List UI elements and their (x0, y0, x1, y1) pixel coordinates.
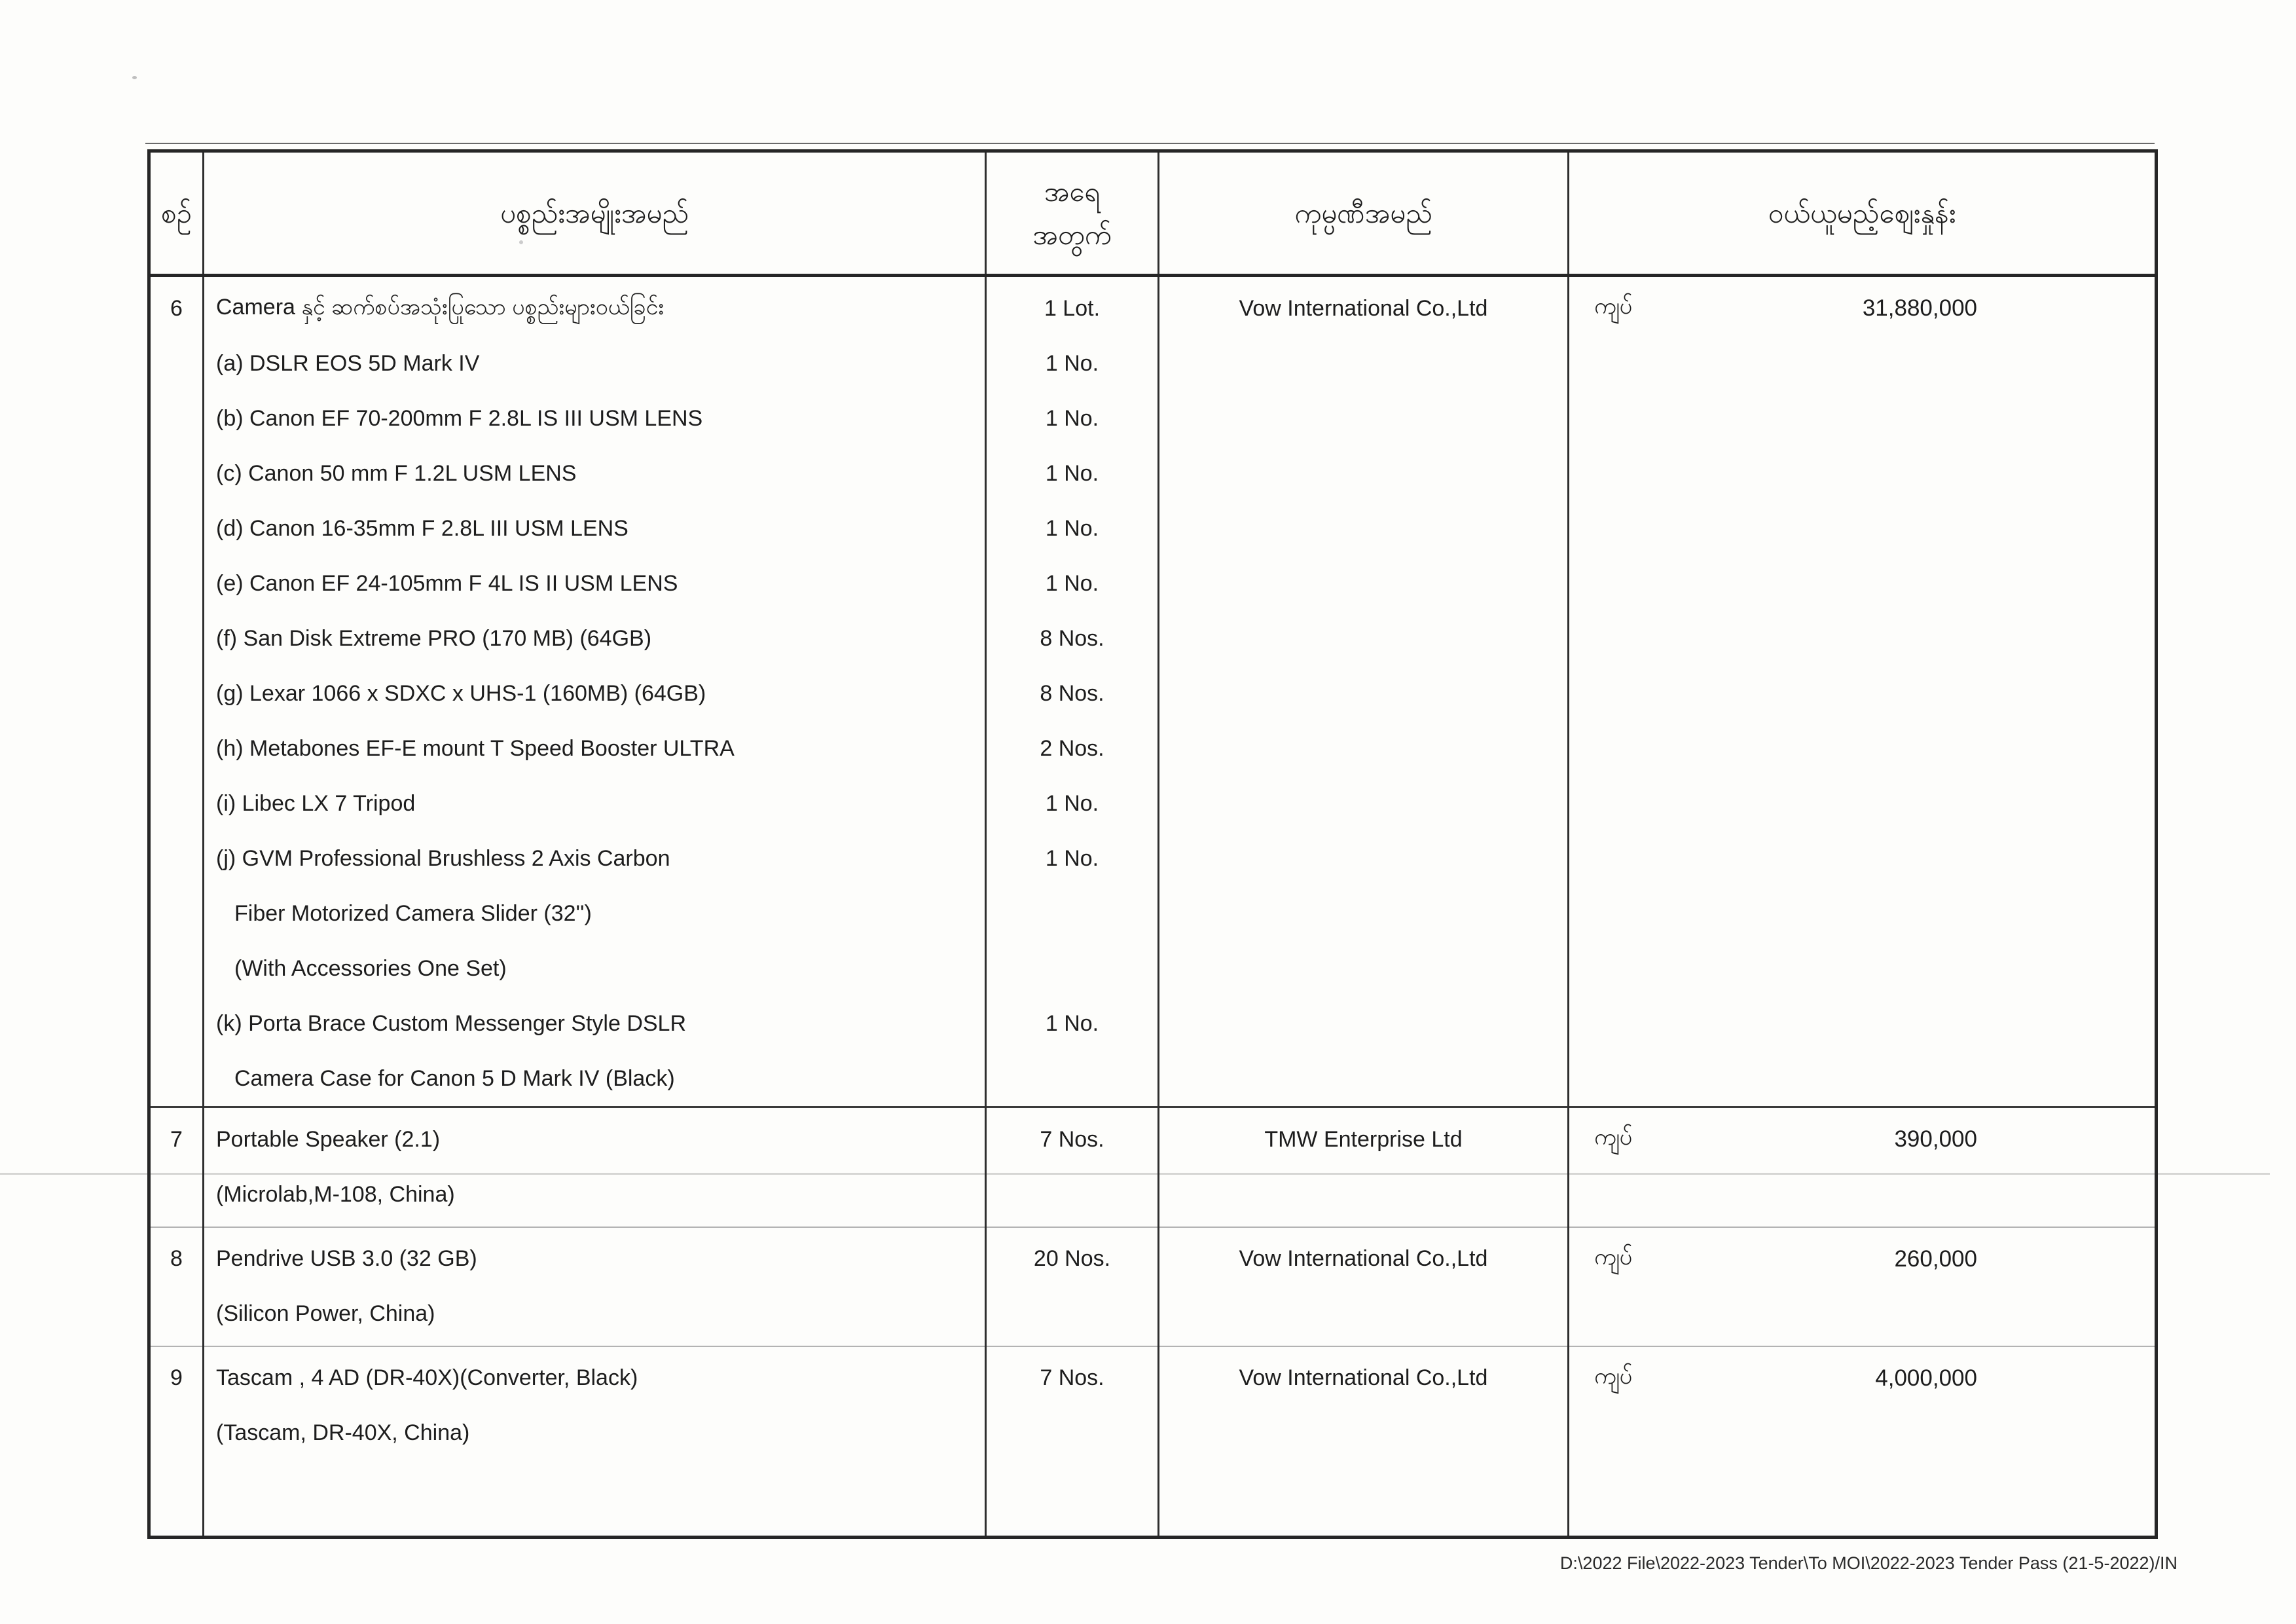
qty-value: 8 Nos. (1040, 625, 1104, 651)
qty-value: 1 Lot. (1044, 295, 1101, 321)
qty-value (987, 941, 1157, 996)
cell-qty (986, 1346, 1159, 1538)
cell-qty (986, 276, 1159, 1107)
item-line: (h) Metabones EF-E mount T Speed Booster ULTRA (216, 735, 735, 761)
cell-items (204, 1227, 986, 1346)
header-qty-line1: အရေ (1044, 176, 1101, 208)
qty-value: 20 Nos. (1033, 1246, 1111, 1271)
cell-company (1159, 1107, 1569, 1227)
item-line: (g) Lexar 1066 x SDXC x UHS-1 (160MB) (64GB) (216, 680, 706, 706)
cell-company (1159, 276, 1569, 1107)
header-qty-line2: အတွက် (1032, 219, 1112, 250)
table-row-6 (149, 276, 2157, 1107)
item-line: (With Accessories One Set) (234, 955, 507, 981)
row-number: 6 (170, 295, 183, 321)
qty-value (987, 1287, 1157, 1342)
header-no (149, 151, 204, 276)
item-line: (f) San Disk Extreme PRO (170 MB) (64GB) (216, 625, 652, 651)
qty-value: 1 No. (1045, 845, 1099, 871)
cell-no (149, 1346, 204, 1538)
cell-company (1159, 1227, 1569, 1346)
qty-value: 1 No. (1045, 790, 1099, 816)
currency-label: ကျပ် (1594, 1363, 1633, 1389)
price-line (1569, 1232, 2155, 1287)
qty-value (987, 1167, 1157, 1222)
cell-items (204, 276, 986, 1107)
header-company-label: ကုမ္ပဏီအမည် (1294, 197, 1432, 229)
company-name: TMW Enterprise Ltd (1264, 1126, 1463, 1152)
table-row-9 (149, 1346, 2157, 1538)
item-line: (i) Libec LX 7 Tripod (216, 790, 416, 816)
header-price-label: ဝယ်ယူမည့်ဈေးနှုန်း (1768, 197, 1956, 229)
price-amount: 4,000,000 (1875, 1365, 1977, 1391)
cell-no (149, 1107, 204, 1227)
cell-items (204, 1107, 986, 1227)
row-number: 9 (170, 1365, 183, 1390)
price-amount: 390,000 (1894, 1126, 1977, 1152)
qty-value: 1 No. (1045, 350, 1099, 376)
company-name: Vow International Co.,Ltd (1239, 1365, 1488, 1390)
row-number: 8 (170, 1246, 183, 1271)
file-path-footer: D:\2022 File\2022-2023 Tender\To MOI\2022-2023 Tender Pass (21-5-2022)/IN (1559, 1553, 2178, 1573)
qty-value: 1 No. (1045, 570, 1099, 596)
scan-speck (132, 76, 137, 79)
item-line: Portable Speaker (2.1) (216, 1126, 441, 1152)
item-line: (e) Canon EF 24-105mm F 4L IS II USM LENS (216, 570, 678, 596)
cell-qty (986, 1227, 1159, 1346)
tender-table (147, 149, 2158, 1539)
qty-value (987, 1051, 1157, 1106)
item-line: Pendrive USB 3.0 (32 GB) (216, 1246, 477, 1271)
table-row-8 (149, 1227, 2157, 1346)
qty-value (987, 1406, 1157, 1461)
qty-value: 1 No. (1045, 515, 1099, 541)
item-line: (a) DSLR EOS 5D Mark IV (216, 350, 480, 376)
header-item (204, 151, 986, 276)
company-name: Vow International Co.,Ltd (1239, 1246, 1488, 1271)
price-amount: 31,880,000 (1862, 295, 1977, 321)
header-qty (986, 151, 1159, 276)
cell-price (1569, 276, 2157, 1107)
currency-label: ကျပ် (1594, 1244, 1633, 1270)
scan-border-echo (145, 143, 2155, 144)
currency-label: ကျပ် (1594, 1124, 1633, 1150)
qty-value: 7 Nos. (1040, 1126, 1104, 1152)
item-line: (Tascam, DR-40X, China) (216, 1420, 470, 1445)
qty-value: 1 No. (1045, 1010, 1099, 1036)
price-amount: 260,000 (1894, 1246, 1977, 1272)
header-price (1569, 151, 2157, 276)
item-line: Tascam , 4 AD (DR-40X)(Converter, Black) (216, 1365, 638, 1390)
cell-no (149, 276, 204, 1107)
cell-no (149, 1227, 204, 1346)
item-line: Camera နှင့် ဆက်စပ်အသုံးပြုသော ပစ္စည်းများဝယ်ခြင်း (216, 294, 665, 320)
cell-items (204, 1346, 986, 1538)
item-line: Camera Case for Canon 5 D Mark IV (Black) (234, 1065, 675, 1091)
currency-label: ကျပ် (1594, 293, 1633, 319)
qty-value: 2 Nos. (1040, 735, 1104, 761)
cell-qty (986, 1107, 1159, 1227)
price-line (1569, 1351, 2155, 1406)
cell-price (1569, 1346, 2157, 1538)
item-line: (Microlab,M-108, China) (216, 1181, 455, 1207)
cell-price (1569, 1107, 2157, 1227)
qty-value: 8 Nos. (1040, 680, 1104, 706)
header-company (1159, 151, 1569, 276)
qty-value: 1 No. (1045, 460, 1099, 486)
item-line: (d) Canon 16-35mm F 2.8L III USM LENS (216, 515, 629, 541)
row-number: 7 (170, 1126, 183, 1152)
qty-value: 1 No. (1045, 405, 1099, 431)
item-line: Fiber Motorized Camera Slider (32'') (234, 900, 592, 926)
table-row-7 (149, 1107, 2157, 1227)
price-line (1569, 281, 2155, 336)
price-line (1569, 1112, 2155, 1167)
item-line: (k) Porta Brace Custom Messenger Style DSLR (216, 1010, 687, 1036)
qty-value: 7 Nos. (1040, 1365, 1104, 1390)
header-row (149, 151, 2157, 276)
company-name: Vow International Co.,Ltd (1239, 295, 1488, 321)
item-line: (c) Canon 50 mm F 1.2L USM LENS (216, 460, 577, 486)
cell-price (1569, 1227, 2157, 1346)
header-no-label: စဉ် (161, 197, 192, 229)
qty-value (987, 886, 1157, 941)
header-item-label: ပစ္စည်းအမျိုးအမည် (500, 197, 689, 229)
item-line: (b) Canon EF 70-200mm F 2.8L IS III USM LENS (216, 405, 703, 431)
cell-company (1159, 1346, 1569, 1538)
item-line: (Silicon Power, China) (216, 1301, 435, 1326)
item-line: (j) GVM Professional Brushless 2 Axis Carbon (216, 845, 670, 871)
